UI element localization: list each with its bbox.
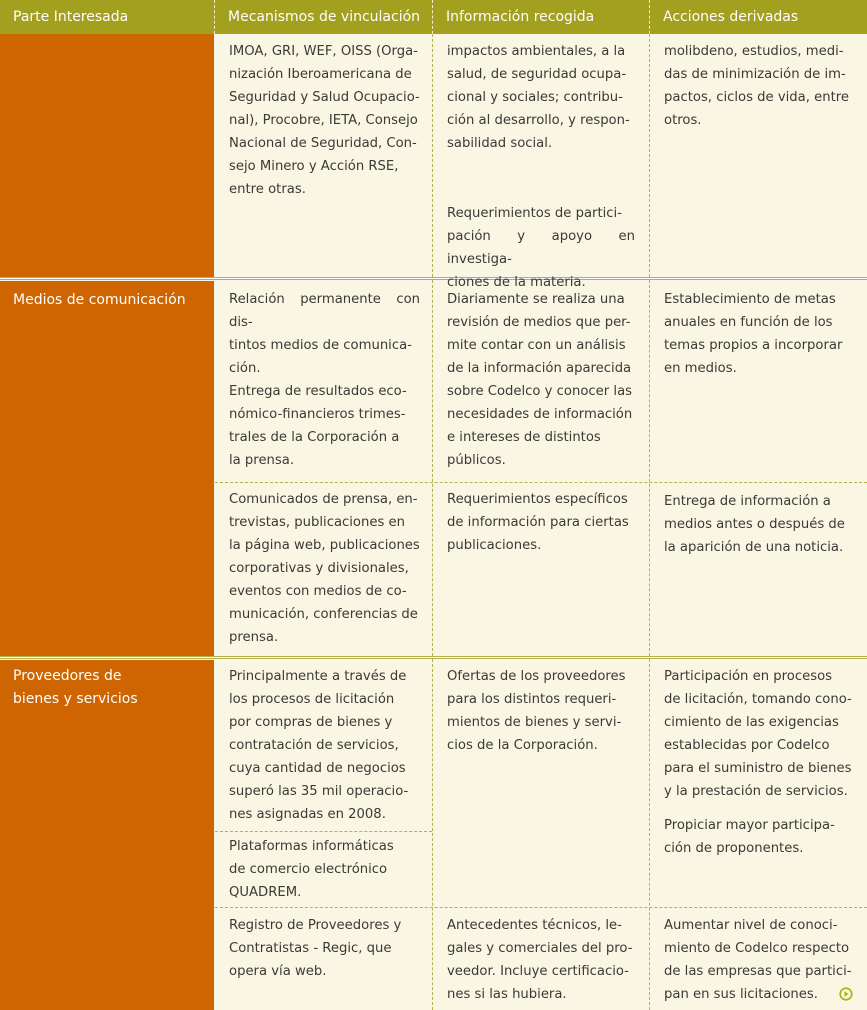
row-divider xyxy=(215,907,867,908)
information-cell: Ofertas de los proveedores para los distintos requeri- mientos de bienes y servi- cios de la Corporación. xyxy=(447,669,626,753)
row-divider xyxy=(215,482,867,483)
header-mechanisms: Mecanismos de vinculación xyxy=(228,9,421,25)
header-actions: Acciones derivadas xyxy=(663,9,799,25)
information-cell: Diariamente se realiza una revisión de medios que per- mite contar con un análisis de la información aparecida sobre Codelco y conocer las necesidades de información e intereses de distintos públicos. xyxy=(447,292,633,468)
information-cell: Requerimientos específicos de información para ciertas publicaciones. xyxy=(447,492,629,553)
table-header xyxy=(0,0,867,34)
mechanisms-cell: IMOA, GRI, WEF, OISS (Orga- nización Iberoamericana de Seguridad y Salud Ocupacio- nal), Procobre, IETA, Consejo Nacional de Seguridad, Con- sejo Minero y Acción RSE, entre otras. xyxy=(229,44,420,197)
information-cell: Antecedentes técnicos, le- gales y comerciales del pro- veedor. Incluye certificacio- nes si las hubiera. xyxy=(447,918,633,1002)
group-separator xyxy=(0,656,867,659)
group-separator xyxy=(0,277,867,280)
column-divider xyxy=(649,280,650,656)
header-stakeholder: Parte Interesada xyxy=(13,9,129,25)
actions-cell: Establecimiento de metas anuales en función de los temas propios a incorporar en medios. xyxy=(664,292,843,376)
mechanisms-cell: Comunicados de prensa, en- trevistas, publicaciones en la página web, publicaciones corporativas y divisionales, eventos con medios de co- municación, conferencias de prensa. xyxy=(229,492,420,645)
actions-cell: Entrega de información a medios antes o después de la aparición de una noticia. xyxy=(664,494,845,555)
mechanisms-cell: Entrega de resultados eco- nómico-financieros trimes- trales de la Corporación a la prensa. xyxy=(229,384,407,468)
actions-cell: molibdeno, estudios, medi- das de minimización de im- pactos, ciclos de vida, entre otros. xyxy=(664,44,850,128)
actions-cell: Aumentar nivel de conoci- miento de Codelco respecto de las empresas que partici- pan en sus licitaciones. xyxy=(664,918,852,1002)
mechanisms-cell: Registro de Proveedores y Contratistas - Regic, que opera vía web. xyxy=(229,918,402,979)
mechanisms-cell: Plataformas informáticas de comercio electrónico QUADREM. xyxy=(229,839,394,900)
stakeholder-cell-media xyxy=(0,281,214,657)
column-divider xyxy=(432,280,433,656)
mechanisms-cell: Principalmente a través de los procesos de licitación por compras de bienes y contratación de servicios, cuya cantidad de negocios superó las 35 mil operacio- nes asignadas en 2008. xyxy=(229,669,409,822)
row-divider xyxy=(215,831,432,832)
actions-cell: Propiciar mayor participa- ción de proponentes. xyxy=(664,818,835,856)
column-divider xyxy=(432,659,433,1010)
stakeholder-label: Medios de comunicación xyxy=(13,292,186,308)
stakeholder-label: Proveedores de bienes y servicios xyxy=(13,668,138,707)
column-divider xyxy=(432,34,433,277)
column-divider xyxy=(649,34,650,277)
column-divider xyxy=(649,659,650,1010)
header-information: Información recogida xyxy=(446,9,595,25)
information-cell: impactos ambientales, a la salud, de seguridad ocupa- cional y sociales; contribu- ción al desarrollo, y respon- sabilidad social. xyxy=(447,44,630,151)
stakeholder-cell-suppliers xyxy=(0,660,214,1010)
actions-cell: Participación en procesos de licitación, tomando cono- cimiento de las exigencias establecidas por Codelco para el suministro de bienes y la prestación de servicios. xyxy=(664,669,852,799)
next-arrow-icon[interactable] xyxy=(839,987,853,1001)
stakeholder-cell xyxy=(0,34,214,278)
mechanisms-cell: Relación permanente con dis- tintos medios de comunica- ción. xyxy=(229,292,420,376)
information-cell: Requerimientos de partici- pación y apoyo en investiga- ciones de la materia. xyxy=(447,206,635,290)
